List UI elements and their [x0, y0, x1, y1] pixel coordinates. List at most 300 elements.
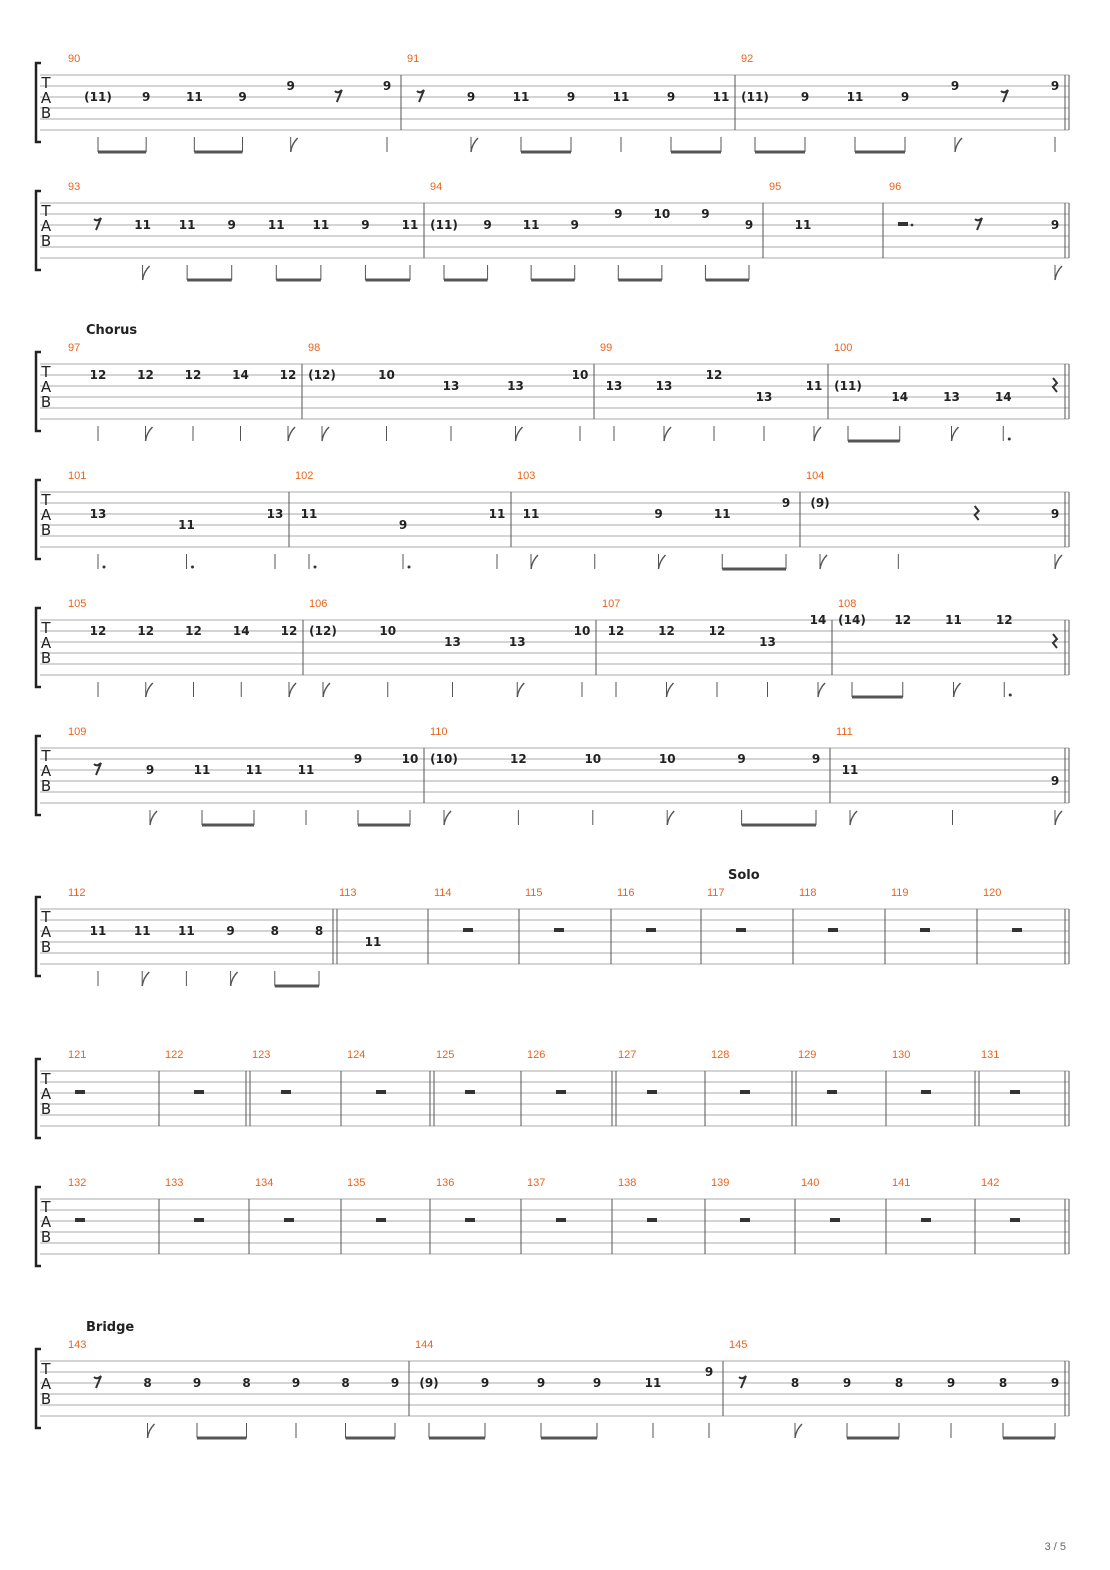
tab-note — [365, 218, 418, 280]
fret-number: 13 — [655, 379, 673, 393]
tab-clef-letter: B — [40, 938, 52, 956]
fret-number: 12 — [279, 368, 297, 382]
measure — [68, 887, 323, 986]
measure — [415, 1339, 713, 1438]
fret-number: 11 — [193, 763, 211, 777]
measure — [889, 181, 1062, 280]
fret-number: 8 — [314, 924, 324, 938]
measure — [68, 342, 296, 441]
tab-note — [179, 218, 196, 280]
tab-note — [301, 507, 318, 569]
tab-note — [383, 79, 391, 152]
measure — [68, 470, 283, 569]
tab-note — [613, 90, 630, 152]
tab-note — [419, 1376, 438, 1438]
rest — [898, 222, 913, 226]
fret-number: 11 — [846, 90, 864, 104]
rest — [647, 1218, 657, 1222]
tab-note — [509, 635, 526, 697]
measure-number: 123 — [252, 1049, 271, 1061]
tab-note — [810, 496, 829, 569]
measure — [806, 470, 1062, 569]
tab-note — [308, 368, 336, 441]
fret-number: 10 — [401, 752, 419, 766]
tab-note — [146, 763, 157, 825]
fret-number: 12 — [894, 613, 912, 627]
fret-number: 10 — [653, 207, 671, 221]
fret-number: 12 — [708, 624, 726, 638]
page-indicator: 3 / 5 — [1044, 1541, 1066, 1553]
measure-number: 114 — [434, 887, 452, 899]
tab-note — [1051, 218, 1062, 280]
tab-clef-letter: A — [40, 506, 52, 524]
fret-number: 10 — [571, 368, 589, 382]
rest — [647, 1090, 657, 1094]
fret-number: 10 — [584, 752, 602, 766]
tab-note — [379, 624, 396, 697]
tab-clef-letter: T — [41, 74, 51, 92]
tab-note — [838, 613, 866, 697]
tab-note — [178, 924, 195, 986]
measure — [430, 726, 820, 825]
tab-clef-letter: T — [41, 1070, 51, 1088]
fret-number: 11 — [712, 90, 730, 104]
fret-number: 11 — [644, 1376, 662, 1390]
measure — [309, 598, 590, 697]
measure-number: 125 — [436, 1049, 455, 1061]
rest — [465, 1218, 475, 1222]
rest — [646, 928, 656, 932]
tab-clef-letter: B — [40, 104, 52, 122]
tab-note — [286, 79, 297, 152]
tab-note — [194, 763, 211, 825]
fret-number: 11 — [267, 218, 285, 232]
tab-note — [346, 1376, 400, 1438]
fret-number: 9 — [141, 90, 151, 104]
tab-note — [618, 207, 670, 280]
fret-number: 11 — [89, 924, 107, 938]
tab-note — [341, 1376, 349, 1438]
fret-number: 14 — [891, 390, 909, 404]
tab-note — [90, 924, 107, 986]
tab-note — [1051, 507, 1062, 569]
tab-note — [281, 624, 298, 697]
tab-note — [951, 79, 962, 152]
tab-note — [795, 218, 812, 232]
fret-number: (9) — [810, 496, 830, 510]
measure-number: 112 — [68, 887, 86, 899]
measure-number: 141 — [892, 1177, 911, 1189]
fret-number: 9 — [466, 90, 476, 104]
tab-system — [36, 181, 1069, 280]
fret-number: 9 — [800, 90, 810, 104]
tab-note — [705, 1365, 713, 1438]
measure — [834, 342, 1057, 441]
measure-number: 134 — [255, 1177, 274, 1189]
measure-number: 104 — [806, 470, 825, 482]
fret-number: (11) — [430, 218, 458, 232]
tab-clef-letter: B — [40, 777, 52, 795]
fret-number: 9 — [781, 496, 791, 510]
tab-note — [701, 207, 709, 280]
fret-number: 11 — [713, 507, 731, 521]
fret-number: 9 — [390, 1376, 400, 1390]
rest — [417, 90, 424, 102]
measure-number: 118 — [799, 887, 817, 899]
rest — [94, 1376, 101, 1388]
measure-number: 115 — [525, 887, 543, 899]
tab-clef-letter: T — [41, 363, 51, 381]
measure — [430, 181, 753, 280]
measure-number: 97 — [68, 342, 81, 354]
measure — [769, 181, 811, 232]
rest — [1001, 90, 1008, 102]
measure — [838, 598, 1057, 697]
measure-number: 130 — [892, 1049, 911, 1061]
tab-note — [84, 90, 112, 152]
fret-number: 11 — [364, 935, 382, 949]
tab-clef-letter: T — [41, 908, 51, 926]
tab-note — [354, 752, 362, 825]
tab-note — [523, 507, 540, 569]
tab-note — [361, 218, 369, 280]
measure-number: 100 — [834, 342, 853, 354]
fret-number: 12 — [607, 624, 625, 638]
fret-number: 13 — [759, 635, 776, 649]
fret-number: 11 — [312, 218, 330, 232]
rest — [376, 1090, 386, 1094]
fret-number: 12 — [658, 624, 675, 638]
fret-number: 9 — [950, 79, 960, 93]
tab-note — [233, 624, 250, 697]
measure-number: 128 — [711, 1049, 730, 1061]
fret-number: 9 — [614, 207, 623, 221]
tab-note — [671, 90, 729, 152]
fret-number: 10 — [573, 624, 591, 638]
fret-number: 11 — [300, 507, 318, 521]
fret-number: 13 — [508, 635, 526, 649]
measure-number: 119 — [891, 887, 909, 899]
fret-number: 11 — [178, 218, 196, 232]
tab-system — [36, 1049, 1069, 1138]
fret-number: 8 — [998, 1376, 1008, 1390]
fret-number: 12 — [995, 613, 1013, 627]
fret-number: 12 — [184, 368, 202, 382]
fret-number: 13 — [89, 507, 107, 521]
measure-number: 120 — [983, 887, 1002, 899]
tab-note — [399, 518, 411, 569]
tab-note — [574, 624, 591, 697]
measure-number: 138 — [618, 1177, 637, 1189]
rest — [921, 1218, 931, 1222]
measure — [741, 53, 1059, 152]
rest — [740, 1090, 750, 1094]
tab-note — [608, 624, 625, 697]
fret-number: 13 — [507, 379, 524, 393]
fret-number: 8 — [143, 1376, 152, 1390]
measure — [836, 726, 1062, 825]
measure — [339, 887, 381, 949]
fret-number: 11 — [794, 218, 812, 232]
fret-number: 9 — [701, 207, 710, 221]
tab-note — [137, 368, 154, 441]
measure-number: 142 — [981, 1177, 1000, 1189]
measure-number: 122 — [165, 1049, 184, 1061]
rest — [463, 928, 473, 932]
measure-number: 139 — [711, 1177, 730, 1189]
measure-number: 96 — [889, 181, 902, 193]
measure — [517, 470, 790, 569]
measure-number: 105 — [68, 598, 87, 610]
rest — [335, 90, 342, 102]
fret-number: 9 — [1050, 218, 1060, 232]
fret-number: 9 — [811, 752, 821, 766]
fret-number: 11 — [134, 218, 151, 232]
fret-number: 11 — [178, 518, 195, 532]
tab-clef-letter: T — [41, 1198, 51, 1216]
tab-note — [584, 752, 601, 825]
fret-number: (12) — [308, 368, 336, 382]
measure-number: 121 — [68, 1049, 87, 1061]
tab-note — [806, 379, 823, 441]
measure — [602, 598, 826, 697]
fret-number: 9 — [483, 218, 492, 232]
fret-number: 11 — [522, 218, 540, 232]
tab-note — [226, 924, 237, 986]
fret-number: 9 — [536, 1376, 546, 1390]
measure-number: 144 — [415, 1339, 434, 1351]
tab-system — [36, 1320, 1069, 1438]
fret-number: 12 — [280, 624, 298, 638]
rest — [1053, 378, 1057, 392]
measure-number: 94 — [430, 181, 443, 193]
fret-number: 9 — [192, 1376, 202, 1390]
measure-number: 90 — [68, 53, 81, 65]
tab-note — [1051, 774, 1062, 825]
fret-number: 9 — [361, 218, 370, 232]
fret-number: 11 — [297, 763, 315, 777]
measure — [407, 53, 729, 152]
rest — [975, 218, 982, 230]
fret-number: 8 — [341, 1376, 350, 1390]
tab-note — [645, 1376, 662, 1438]
tab-note — [706, 368, 723, 441]
rest — [830, 1218, 840, 1222]
tab-note — [842, 763, 859, 825]
tab-note — [791, 1376, 802, 1438]
fret-number: (9) — [419, 1376, 439, 1390]
tab-clef-letter: B — [40, 232, 52, 250]
tab-clef-letter: T — [41, 202, 51, 220]
fret-number: 11 — [522, 507, 540, 521]
fret-number: (10) — [430, 752, 458, 766]
fret-number: (11) — [834, 379, 862, 393]
fret-number: 9 — [570, 218, 579, 232]
measure-number: 131 — [981, 1049, 1000, 1061]
tab-note — [947, 1376, 955, 1438]
tab-clef-letter: A — [40, 217, 52, 235]
tab-clef-letter: B — [40, 1390, 52, 1408]
rest — [740, 1218, 750, 1222]
tab-note — [510, 752, 527, 825]
fret-number: 13 — [444, 635, 461, 649]
tab-note — [267, 507, 284, 569]
tab-note — [186, 90, 203, 152]
tab-system — [36, 868, 1069, 986]
measure-number: 129 — [798, 1049, 817, 1061]
systems-layer — [36, 53, 1069, 1438]
tab-note — [847, 1376, 903, 1438]
fret-number: 11 — [185, 90, 203, 104]
fret-number: 14 — [232, 624, 250, 638]
tab-note — [202, 763, 262, 825]
fret-number: 8 — [242, 1376, 251, 1390]
tab-note — [185, 368, 202, 441]
tab-note — [280, 368, 297, 441]
tab-note — [513, 90, 530, 152]
tab-note — [365, 935, 382, 949]
tab-note — [358, 752, 418, 825]
fret-number: 14 — [809, 613, 827, 627]
tab-note — [705, 218, 753, 280]
section-label: Chorus — [86, 323, 138, 338]
measure — [68, 726, 418, 825]
tab-note — [737, 752, 745, 825]
fret-number: 9 — [398, 518, 408, 532]
fret-number: 13 — [943, 390, 960, 404]
tab-clef-letter: A — [40, 378, 52, 396]
measure-number: 113 — [339, 887, 357, 899]
fret-number: (14) — [838, 613, 866, 627]
measure-number: 102 — [295, 470, 314, 482]
fret-number: 14 — [994, 390, 1012, 404]
fret-number: 9 — [353, 752, 363, 766]
tab-note — [943, 390, 960, 441]
fret-number: 9 — [654, 507, 663, 521]
tab-note — [489, 507, 506, 569]
tab-clef-letter: T — [41, 747, 51, 765]
tab-note — [467, 90, 478, 152]
fret-number: 12 — [137, 624, 155, 638]
measure-number: 99 — [600, 342, 613, 354]
measure-number: 136 — [436, 1177, 455, 1189]
tab-note — [537, 1376, 545, 1438]
fret-number: 9 — [592, 1376, 602, 1390]
fret-number: 11 — [245, 763, 263, 777]
rest — [736, 928, 746, 932]
measure-number: 126 — [527, 1049, 546, 1061]
tab-clef-letter: B — [40, 649, 52, 667]
fret-number: 11 — [805, 379, 823, 393]
tab-note — [756, 390, 773, 441]
tab-note — [659, 752, 676, 825]
tab-note — [759, 635, 776, 697]
measure-number: 145 — [729, 1339, 748, 1351]
fret-number: 12 — [185, 624, 202, 638]
tab-note — [656, 379, 673, 441]
rest — [284, 1218, 294, 1222]
tab-note — [523, 218, 540, 280]
tab-note — [444, 635, 461, 697]
tab-system — [36, 53, 1069, 152]
rest — [75, 1218, 85, 1222]
measure-number: 103 — [517, 470, 536, 482]
measure — [68, 1339, 399, 1438]
fret-number: 9 — [704, 1365, 714, 1379]
tab-note — [654, 507, 665, 569]
tab-note — [430, 218, 458, 280]
rest — [194, 1090, 204, 1094]
tab-clef-letter: B — [40, 521, 52, 539]
fret-number: 11 — [178, 924, 195, 938]
tab-clef-letter: A — [40, 1085, 52, 1103]
measure-number: 124 — [347, 1049, 366, 1061]
fret-number: 11 — [841, 763, 859, 777]
fret-number: 9 — [226, 924, 235, 938]
measure-number: 95 — [769, 181, 782, 193]
tab-note — [843, 1376, 851, 1438]
measure-number: 101 — [68, 470, 87, 482]
fret-number: 11 — [512, 90, 530, 104]
fret-number: 12 — [89, 624, 107, 638]
fret-number: 8 — [790, 1376, 800, 1390]
tab-note — [572, 368, 589, 441]
fret-number: (11) — [84, 90, 112, 104]
tab-note — [197, 1376, 251, 1438]
tab-clef-letter: A — [40, 923, 52, 941]
fret-number: 11 — [401, 218, 419, 232]
fret-number: 12 — [137, 368, 154, 382]
tab-note — [90, 624, 107, 697]
measure-number: 111 — [836, 726, 853, 738]
tab-note — [741, 90, 769, 152]
tab-clef-letter: T — [41, 1360, 51, 1378]
tab-note — [810, 613, 827, 697]
fret-number: 9 — [1050, 79, 1060, 93]
rest — [828, 928, 838, 932]
rest — [975, 506, 979, 520]
tab-clef-letter: A — [40, 1213, 52, 1231]
rest — [739, 1376, 746, 1388]
tab-note — [709, 624, 726, 697]
tab-note — [268, 218, 285, 280]
fret-number: 8 — [894, 1376, 904, 1390]
tab-note — [90, 368, 107, 441]
measure-number: 109 — [68, 726, 87, 738]
tab-note — [1003, 1376, 1059, 1438]
fret-number: 13 — [605, 379, 623, 393]
tab-clef-letter: A — [40, 634, 52, 652]
rest — [556, 1090, 566, 1094]
fret-number: 8 — [270, 924, 279, 938]
fret-number: 12 — [510, 752, 527, 766]
tab-note — [292, 1376, 300, 1438]
measure-number: 140 — [801, 1177, 820, 1189]
fret-number: 13 — [442, 379, 460, 393]
measure-number: 98 — [308, 342, 321, 354]
tab-note — [185, 624, 202, 697]
section-label: Bridge — [86, 1320, 135, 1335]
fret-number: 9 — [286, 79, 295, 93]
rest — [1010, 1090, 1020, 1094]
tab-note — [430, 752, 458, 825]
tab-note — [193, 1376, 201, 1438]
tab-system — [36, 323, 1069, 441]
measure — [68, 53, 391, 152]
tab-note — [298, 763, 315, 825]
fret-number: 11 — [612, 90, 630, 104]
fret-number: 10 — [378, 368, 395, 382]
